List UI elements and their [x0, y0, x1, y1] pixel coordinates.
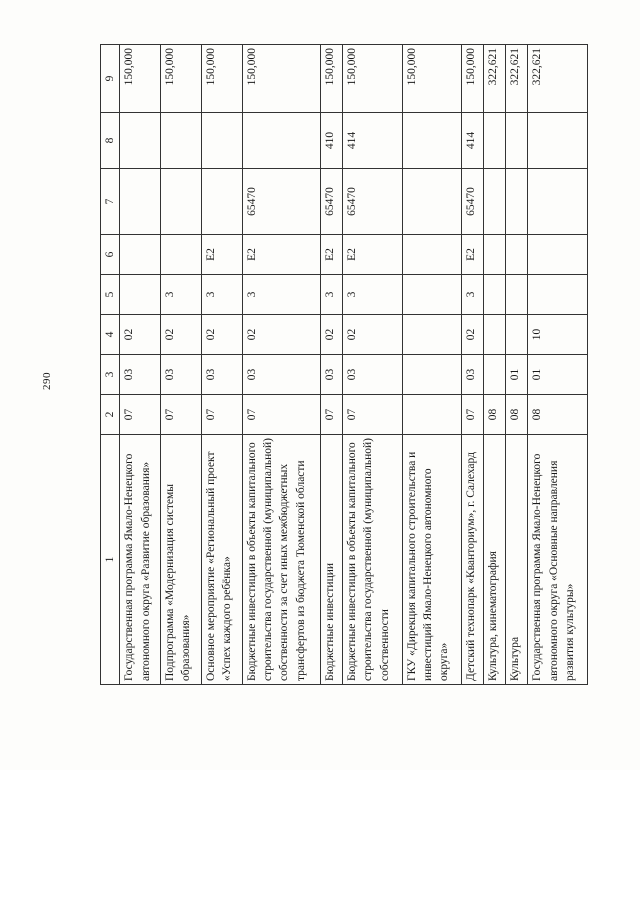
code-cell [528, 169, 588, 235]
header-cell: 9 [101, 45, 120, 113]
code-cell [242, 113, 320, 169]
code-cell [506, 315, 528, 355]
code-cell [528, 275, 588, 315]
table-row [242, 45, 320, 685]
code-cell: 07 [343, 395, 403, 435]
code-cell: E2 [242, 235, 320, 275]
table-row [201, 45, 242, 685]
code-cell: 03 [161, 355, 202, 395]
code-cell: 3 [320, 275, 342, 315]
code-cell: 02 [343, 315, 403, 355]
code-cell: 414 [343, 113, 403, 169]
code-cell [506, 235, 528, 275]
code-cell: 03 [462, 355, 484, 395]
row-name-cell: Культура [506, 435, 528, 685]
amount-cell: 150,000 [402, 45, 462, 113]
header-cell: 3 [101, 355, 120, 395]
row-name-cell: Бюджетные инвестиции в объекты капитального строительства государственной (муниципальной) собственности за счет иных межбюджетных трансфертов из бюджета Тюменской области [242, 435, 320, 685]
table-row [528, 45, 588, 685]
table-row [161, 45, 202, 685]
code-cell [201, 113, 242, 169]
code-cell: 08 [506, 395, 528, 435]
code-cell: 65470 [242, 169, 320, 235]
code-cell: 02 [201, 315, 242, 355]
code-cell: 3 [462, 275, 484, 315]
code-cell [120, 169, 161, 235]
code-cell: 3 [242, 275, 320, 315]
budget-table [100, 44, 588, 685]
code-cell: 3 [161, 275, 202, 315]
header-cell: 8 [101, 113, 120, 169]
code-cell [506, 113, 528, 169]
row-name-cell: ГКУ «Дирекция капитального строительства и инвестиций Ямало-Ненецкого автономного округа» [402, 435, 462, 685]
header-cell: 2 [101, 395, 120, 435]
code-cell [402, 315, 462, 355]
code-cell: 01 [506, 355, 528, 395]
page-number: 290 [41, 372, 53, 390]
code-cell [402, 169, 462, 235]
scan-bottom-margin [0, 770, 640, 905]
code-cell: E2 [462, 235, 484, 275]
code-cell: 07 [320, 395, 342, 435]
code-cell [161, 235, 202, 275]
code-cell: 07 [242, 395, 320, 435]
code-cell [120, 113, 161, 169]
code-cell: E2 [201, 235, 242, 275]
table-row [320, 45, 342, 685]
rotated-table-container [100, 45, 588, 685]
header-cell: 7 [101, 169, 120, 235]
code-cell: 02 [320, 315, 342, 355]
code-cell: 65470 [343, 169, 403, 235]
amount-cell: 150,000 [242, 45, 320, 113]
amount-cell: 150,000 [320, 45, 342, 113]
amount-cell: 150,000 [201, 45, 242, 113]
row-name-cell: Основное мероприятие «Региональный проект «Успех каждого ребёнка» [201, 435, 242, 685]
row-name-cell: Бюджетные инвестиции [320, 435, 342, 685]
code-cell: 03 [120, 355, 161, 395]
code-cell: 03 [242, 355, 320, 395]
code-cell: 3 [343, 275, 403, 315]
code-cell [402, 355, 462, 395]
table-row [343, 45, 403, 685]
code-cell: 02 [161, 315, 202, 355]
code-cell: 410 [320, 113, 342, 169]
code-cell [528, 235, 588, 275]
code-cell: E2 [320, 235, 342, 275]
amount-cell: 150,000 [161, 45, 202, 113]
code-cell [402, 113, 462, 169]
code-cell: 02 [242, 315, 320, 355]
header-cell: 5 [101, 275, 120, 315]
code-cell [402, 275, 462, 315]
code-cell: 01 [528, 355, 588, 395]
table-row [402, 45, 462, 685]
code-cell: 08 [528, 395, 588, 435]
code-cell [484, 169, 506, 235]
code-cell: 3 [201, 275, 242, 315]
code-cell: 07 [201, 395, 242, 435]
code-cell [506, 169, 528, 235]
table-row [120, 45, 161, 685]
code-cell: 65470 [320, 169, 342, 235]
code-cell [484, 235, 506, 275]
code-cell: 03 [320, 355, 342, 395]
code-cell [402, 235, 462, 275]
amount-cell: 322,621 [528, 45, 588, 113]
code-cell: 07 [161, 395, 202, 435]
table-row [506, 45, 528, 685]
code-cell [484, 275, 506, 315]
row-name-cell: Государственная программа Ямало-Ненецкого автономного округа «Основные направления развития культуры» [528, 435, 588, 685]
code-cell: E2 [343, 235, 403, 275]
code-cell: 07 [462, 395, 484, 435]
code-cell: 03 [201, 355, 242, 395]
code-cell: 10 [528, 315, 588, 355]
amount-cell: 322,621 [484, 45, 506, 113]
code-cell [528, 113, 588, 169]
code-cell [161, 113, 202, 169]
header-row [101, 45, 120, 685]
amount-cell: 150,000 [343, 45, 403, 113]
header-cell: 1 [101, 435, 120, 685]
row-name-cell: Культура, кинематография [484, 435, 506, 685]
code-cell: 07 [120, 395, 161, 435]
code-cell: 02 [120, 315, 161, 355]
code-cell [161, 169, 202, 235]
code-cell [120, 235, 161, 275]
amount-cell: 322,621 [506, 45, 528, 113]
code-cell [402, 395, 462, 435]
row-name-cell: Детский технопарк «Кванториум», г. Салехард [462, 435, 484, 685]
code-cell: 65470 [462, 169, 484, 235]
code-cell [201, 169, 242, 235]
header-cell: 6 [101, 235, 120, 275]
amount-cell: 150,000 [462, 45, 484, 113]
code-cell: 02 [462, 315, 484, 355]
code-cell: 414 [462, 113, 484, 169]
row-name-cell: Бюджетные инвестиции в объекты капитального строительства государственной (муниципальной) собственности [343, 435, 403, 685]
code-cell [484, 355, 506, 395]
code-cell [120, 275, 161, 315]
table-row [462, 45, 484, 685]
code-cell [506, 275, 528, 315]
code-cell: 03 [343, 355, 403, 395]
code-cell [484, 113, 506, 169]
table-row [484, 45, 506, 685]
code-cell: 08 [484, 395, 506, 435]
amount-cell: 150,000 [120, 45, 161, 113]
row-name-cell: Подпрограмма «Модернизация системы образования» [161, 435, 202, 685]
row-name-cell: Государственная программа Ямало-Ненецкого автономного округа «Развитие образования» [120, 435, 161, 685]
header-cell: 4 [101, 315, 120, 355]
code-cell [484, 315, 506, 355]
